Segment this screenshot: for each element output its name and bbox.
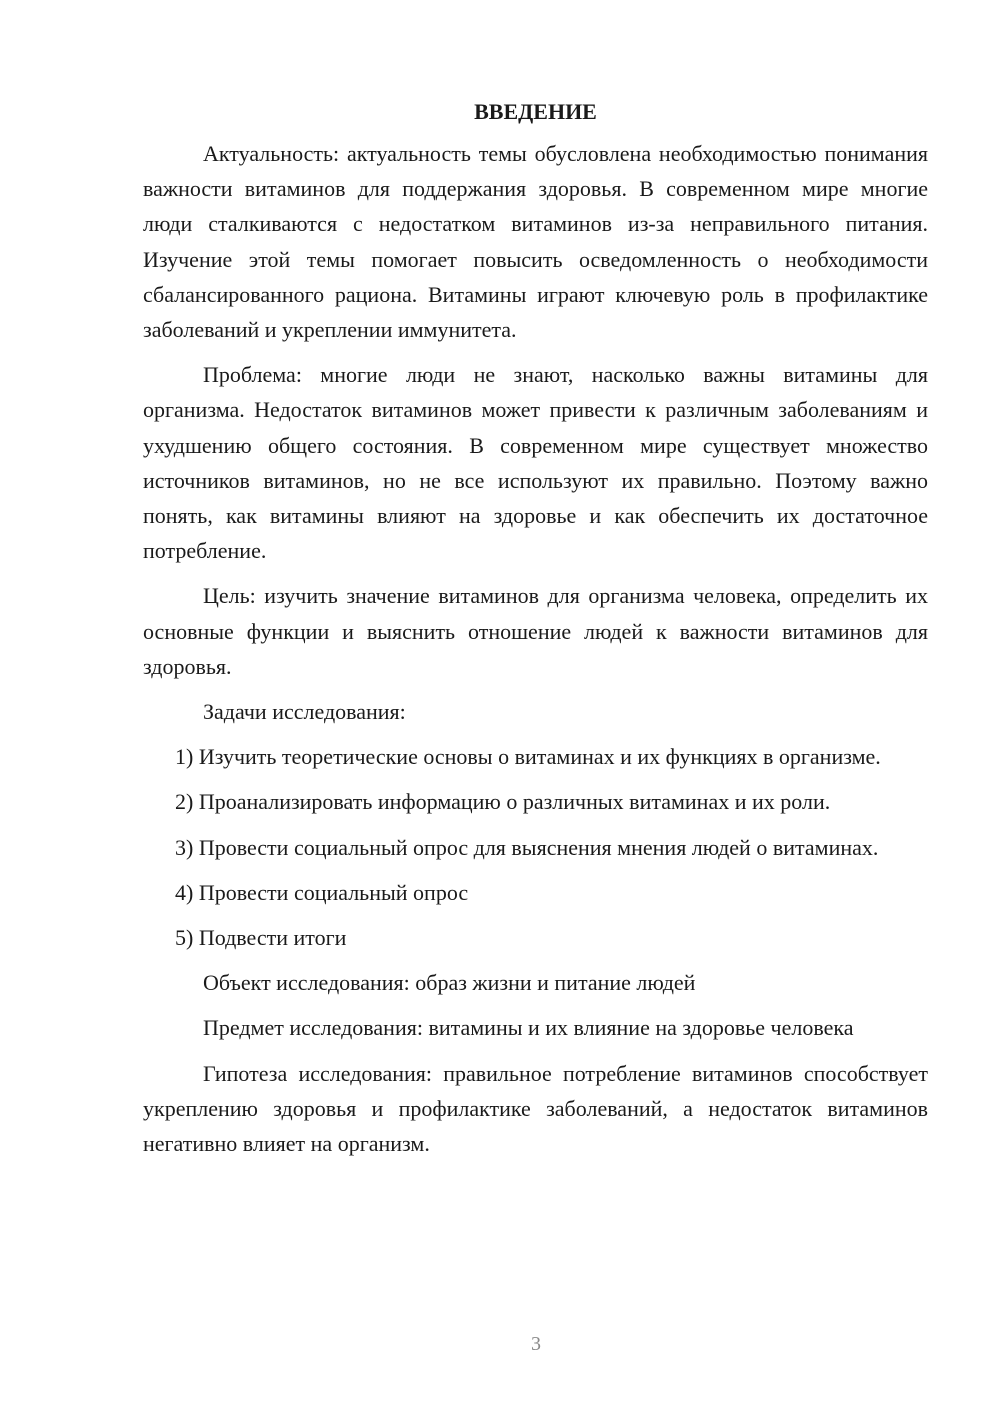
task-item: 3) Провести социальный опрос для выяснения мнения людей о витаминах.	[175, 834, 879, 860]
task-item: 5) Подвести итоги	[175, 925, 347, 951]
research-subject-paragraph: Предмет исследования: витамины и их влияние на здоровье человека	[203, 1015, 854, 1041]
relevance-paragraph: Актуальность: актуальность темы обусловлена необходимостью понимания важности витаминов для поддержания здоровья. В современном мире многие люди сталкиваются с недостатком витаминов из-за неправильного питания. Изучение этой темы помогает повысить осведомленность о необходимости сбалансированного рациона. Витамины играют ключевую роль в профилактике заболеваний и укреплении иммунитета.	[143, 141, 928, 343]
tasks-heading: Задачи исследования:	[203, 699, 406, 725]
task-item: 2) Проанализировать информацию о различных витаминах и их роли.	[175, 789, 831, 815]
task-item: 4) Провести социальный опрос	[175, 879, 469, 905]
section-title: ВВЕДЕНИЕ	[474, 99, 597, 124]
page-number: 3	[531, 1333, 541, 1355]
problem-paragraph: Проблема: многие люди не знают, насколько важны витамины для организма. Недостаток витаминов может привести к различным заболеваниям и ухудшению общего состояния. В современном мире существует множество источников витаминов, но не все используют их правильно. Поэтому важно понять, как витамины влияют на здоровье и как обеспечить их достаточное потребление.	[143, 362, 928, 564]
goal-paragraph: Цель: изучить значение витаминов для организма человека, определить их основные функции и выяснить отношение людей к важности витаминов для здоровья.	[143, 583, 928, 679]
task-item: 1) Изучить теоретические основы о витаминах и их функциях в организме.	[175, 744, 881, 770]
hypothesis-paragraph: Гипотеза исследования: правильное потребление витаминов способствует укреплению здоровья и профилактике заболеваний, а недостаток витаминов негативно влияет на организм.	[143, 1060, 928, 1157]
page-content	[143, 96, 928, 1171]
research-object-paragraph: Объект исследования: образ жизни и питание людей	[203, 970, 696, 996]
